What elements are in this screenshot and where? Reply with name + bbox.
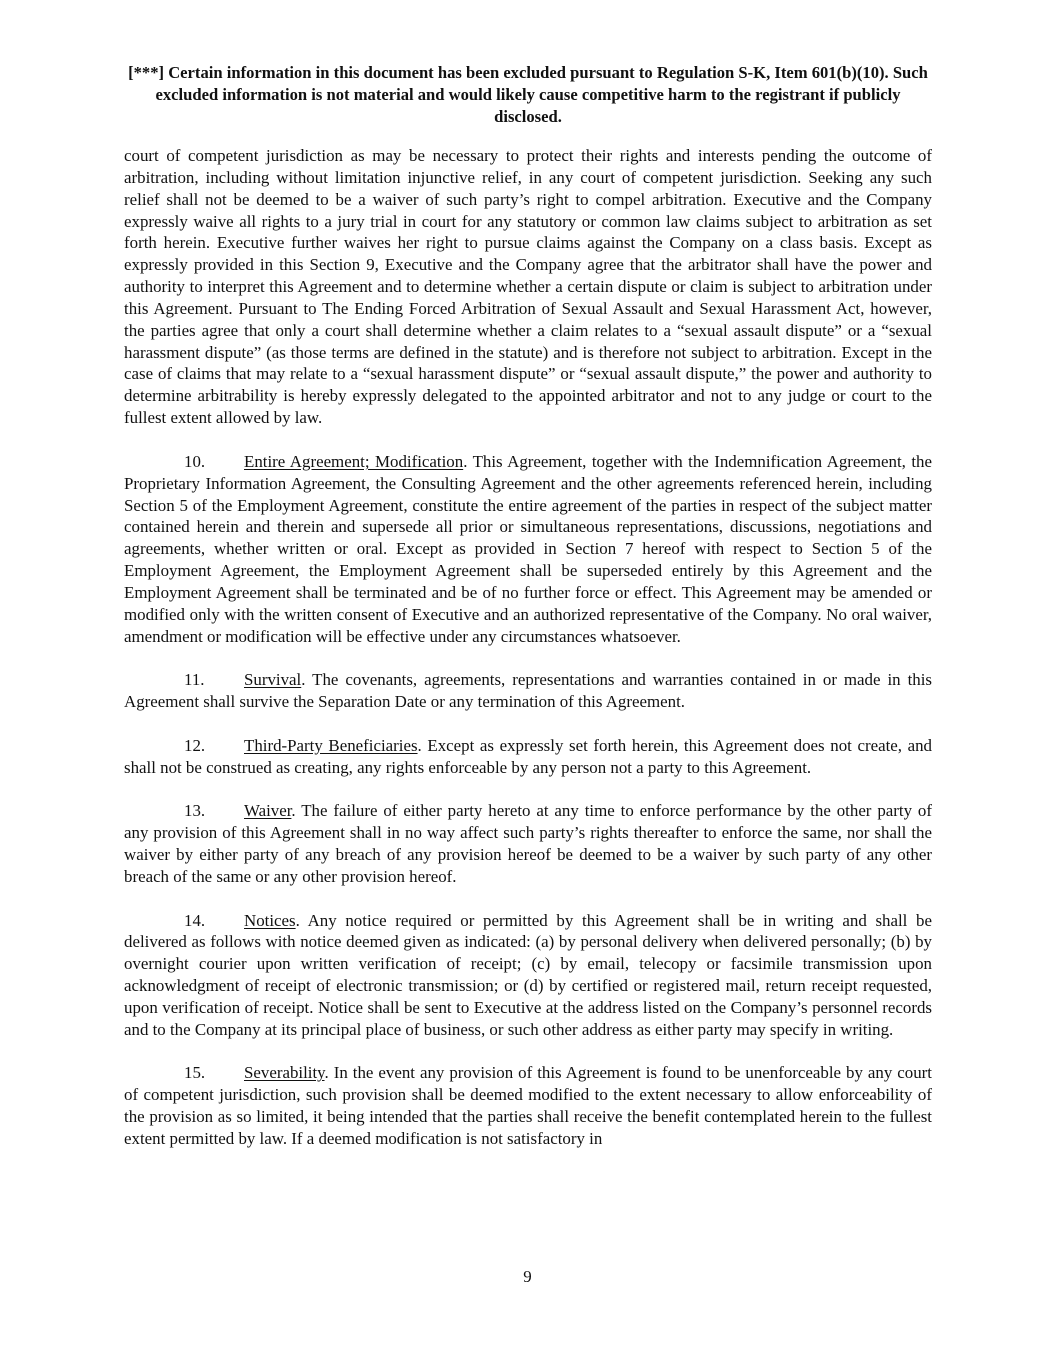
section-title: Severability — [244, 1063, 325, 1083]
section-title: Notices — [244, 910, 296, 930]
document-page — [124, 62, 932, 1172]
section-number: 15. — [184, 1063, 206, 1083]
section-body: . Except as expressly set forth herein, this Agreement does not create, and shall not be construed as creating, any rights enforceable by any person not a party to this Agreement. — [124, 735, 933, 777]
section-title: Waiver — [244, 801, 292, 821]
section-number: 14. — [184, 910, 206, 930]
section-number: 13. — [184, 801, 206, 821]
section-14-notices — [124, 910, 932, 1041]
section-15-severability — [124, 1062, 932, 1149]
section-number: 12. — [184, 735, 206, 755]
section-title: Survival — [244, 670, 302, 690]
section-number: 11. — [184, 670, 205, 690]
section-body: . The failure of either party hereto at any time to enforce performance by the other party of any provision of this Agreement shall in no way affect such party’s rights thereafter to enforce the same, nor shall the waiver by either party of any breach of any provision hereof be deemed to be a waiver by such party of any other breach of the same or any other provision hereof. — [124, 801, 932, 886]
page-number: 9 — [523, 1267, 532, 1286]
section-12-third-party-beneficiaries — [124, 735, 932, 779]
section-11-survival — [124, 669, 932, 713]
section-body: . This Agreement, together with the Indemnification Agreement, the Proprietary Information Agreement, the Consulting Agreement and the other agreements referenced herein, including Section 5 of the Employment Agreement, constitute the entire agreement of the parties in respect of the subject matter contained herein and therein and supersede all prior or simultaneous representations, discussions, negotiations and agreements, whether written or oral. Except as provided in Section 7 hereof with respect to Section 5 of the Employment Agreement, the Employment Agreement shall be superseded entirely by this Agreement and the Employment Agreement shall be terminated and be of no further force or effect. This Agreement may be amended or modified only with the written consent of Executive and an authorized representative of the Company. No oral waiver, amendment or modification will be effective under any circumstances whatsoever. — [124, 451, 932, 646]
section-title: Third-Party Beneficiaries — [244, 735, 418, 755]
section-10-entire-agreement — [124, 451, 932, 648]
section-body: . The covenants, agreements, representations and warranties contained in or made in this Agreement shall survive the Separation Date or any termination of this Agreement. — [124, 670, 932, 712]
section-number: 10. — [184, 451, 206, 471]
section-title: Entire Agreement; Modification — [244, 451, 464, 471]
section-9-continuation: court of competent jurisdiction as may be necessary to protect their rights and interests pending the outcome of arbitration, including without limitation injunctive relief, in any court of competent jurisdiction. Seeking any such relief shall not be deemed to be a waiver of such party’s right to compel arbitration. Executive and the Company expressly waive all rights to a jury trial in court for any statutory or common law claims subject to arbitration as set forth herein. Executive further waives her right to pursue claims against the Company on a class basis. Except as expressly provided in this Section 9, Executive and the Company agree that the arbitrator shall have the power and authority to interpret this Agreement and to determine whether a certain dispute or claim is subject to arbitration under this Agreement. Pursuant to The Ending Forced Arbitration of Sexual Assault and Sexual Harassment Act, however, the parties agree that only a court shall determine whether a claim relates to a “sexual assault dispute” or a “sexual harassment dispute” (as those terms are defined in the statute) and is therefore not subject to arbitration. Except in the case of claims that may relate to a “sexual harassment dispute” or “sexual assault dispute,” the power and authority to determine arbitrability is hereby expressly delegated to the appointed arbitrator and not to any judge or court to the fullest extent allowed by law. — [124, 146, 932, 428]
redaction-notice-header: [***] Certain information in this document has been excluded pursuant to Regulation S-K, Item 601(b)(10). Such excluded information is not material and would likely cause competitive harm to the registrant if publicly disclosed. — [128, 63, 928, 126]
section-body: . Any notice required or permitted by this Agreement shall be in writing and shall be delivered as follows with notice deemed given as indicated: (a) by personal delivery when delivered personally; (b) by overnight courier upon written verification of receipt; (c) by email, telecopy or facsimile transmission upon acknowledgment of receipt of electronic transmission; or (d) by certified or registered mail, return receipt requested, upon verification of receipt. Notice shall be sent to Executive at the address listed on the Company’s personnel records and to the Company at its principal place of business, or such other address as either party may specify in writing. — [124, 910, 932, 1039]
section-13-waiver — [124, 800, 932, 887]
section-body: . In the event any provision of this Agreement is found to be unenforceable by any court of competent jurisdiction, such provision shall be deemed modified to the extent necessary to allow enforceability of the provision as so limited, it being intended that the parties shall receive the benefit contemplated herein to the fullest extent permitted by law. If a deemed modification is not satisfactory in — [124, 1063, 932, 1148]
